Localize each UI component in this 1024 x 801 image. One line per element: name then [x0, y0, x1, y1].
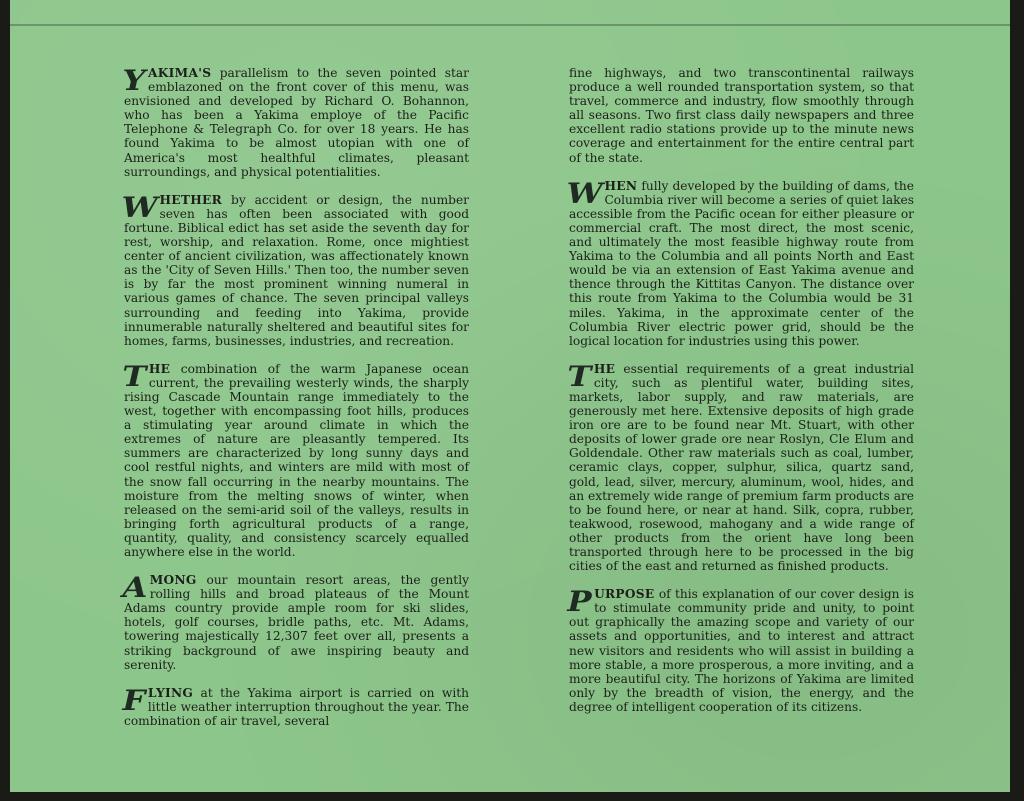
dropcap: T — [122, 359, 147, 393]
lead-word: AKIMA'S — [148, 66, 212, 80]
paragraph-text: at the Yakima airport is carried on with little weather interruption throughout the year. The combination of air travel, several — [124, 685, 469, 728]
paragraph-transportation — [569, 66, 914, 165]
paragraph-mountain-resorts — [124, 573, 469, 672]
paragraph-text: of this explanation of our cover design is to stimulate community pride and unity, to point out graphically the amazing scope and variety of our assets and opportunities, and to interest and attract new visitors and residents who will assist in building a more stable, a more prosperous, a more inviting, and a more beautiful city. The horizons of Yakima are limited only by the breadth of vision, the energy, and the degree of intelligent cooperation of its citizens. — [569, 587, 914, 714]
paragraph-text: our mountain resort areas, the gently rolling hills and broad plateaus of the Mount Adams country provide ample room for ski slides, hotels, golf courses, bridle paths, etc. Mt. Adams, towering majestically 12,307 feet over all, presents a striking background of awe inspiring beauty and serenity. — [124, 573, 469, 672]
dropcap: P — [567, 585, 592, 619]
dropcap: A — [122, 571, 148, 605]
right-column — [566, 66, 914, 728]
paragraph-text: by accident or design, the number seven has often been associated with good fortune. Biblical edict has set aside the seventh day for rest, worship, and relaxation. Rome, once mightiest center of ancient civilization, was affectionately known as the 'City of Seven Hills.' Then too, the number seven is by far the most prominent winning numeral in various games of chance. The seven principal valleys surrounding and feeding into Yakima, provide innumerable naturally sheltered and beautiful sites for homes, farms, businesses, industries, and recreation. — [124, 192, 469, 348]
lead-word: HEN — [604, 178, 638, 193]
dropcap: W — [566, 176, 603, 210]
paragraph-text: combination of the warm Japanese ocean current, the prevailing westerly winds, the sharply rising Cascade Mountain range immediately to the west, together with encompassing foot hills, produces a stimulating year around climate in which the extremes of nature are pleasantly tempered. Its summers are characterized by long sunny days and cool restful nights, and winters are mild with most of the snow fall occurring in the nearby mountains. The moisture from the melting snows of winter, when released on the semi-arid soil of the valleys, results in bringing forth agricultural products of a range, quantity, quality, and consistency scarcely equalled anywhere else in the world. — [124, 361, 469, 559]
lead-word: MONG — [149, 573, 197, 588]
lead-word: URPOSE — [594, 587, 655, 602]
paragraph-columbia-river — [566, 176, 914, 348]
paragraph-text: fully developed by the building of dams, the Columbia river will become a series of quiet lakes accessible from the Pacific ocean for either pleasure or commercial craft. The most direct, the most scenic, and ultimately the most feasible highway route from Yakima to the Columbia and all points North and East would be via an extension of East Yakima avenue and thence through the Kittitas Canyon. The distance over this route from Yakima to the Columbia would be 31 miles. Yakima, in the approximate center of the Columbia River electric power grid, should be the logical location for industries using this power. — [569, 178, 914, 348]
menu-page — [10, 0, 1010, 792]
paragraph-yakima — [124, 66, 469, 179]
dropcap: F — [122, 683, 146, 717]
paragraph-whether — [121, 190, 469, 348]
lead-word: HETHER — [159, 192, 223, 207]
lead-word: HE — [148, 361, 171, 376]
lead-word: LYING — [147, 685, 194, 700]
paragraph-flying — [122, 683, 469, 728]
left-column — [121, 64, 469, 742]
lead-word: HE — [593, 361, 616, 376]
dropcap: T — [567, 359, 592, 393]
paragraph-purpose — [569, 587, 914, 714]
paragraph-industrial — [567, 359, 914, 574]
dropcap: Y — [122, 64, 146, 97]
dropcap: W — [121, 190, 158, 224]
paragraph-text: fine highways, and two transcontinental railways produce a well rounded transportation system, so that travel, commerce and industry, flow smoothly through all seasons. Two first class daily newspapers and three excellent radio stations provide up to the minute news coverage and entertainment for the entire central part of the state. — [569, 66, 914, 165]
paragraph-text: parallelism to the seven pointed star emblazoned on the front cover of this menu, was envisioned and developed by Richard O. Bohannon, who has been a Yakima employe of the Pacific Telephone & Telegraph Co. for over 18 years. He has found Yakima to be almost utopian with one of America's most healthful climates, pleasant surroundings, and physical potentialities. — [124, 66, 469, 179]
paragraph-climate — [122, 359, 469, 559]
page-fold-line — [10, 24, 1010, 26]
paragraph-text: essential requirements of a great industrial city, such as plentiful water, building sites, markets, labor supply, and raw materials, are generously met here. Extensive deposits of high grade iron ore are to be found near Mt. Stuart, with other deposits of lower grade ore near Roslyn, Cle Elum and Goldendale. Other raw materials such as coal, lumber, ceramic clays, copper, sulphur, silica, quartz sand, gold, lead, silver, mercury, aluminum, wool, hides, and an extremely wide range of premium farm products are to be found here, or near at hand. Silk, copra, rubber, teakwood, rosewood, mahogany and a wide range of other products from the orient have long been transported through here to be processed in the big cities of the east and returned as finished products. — [569, 361, 914, 574]
